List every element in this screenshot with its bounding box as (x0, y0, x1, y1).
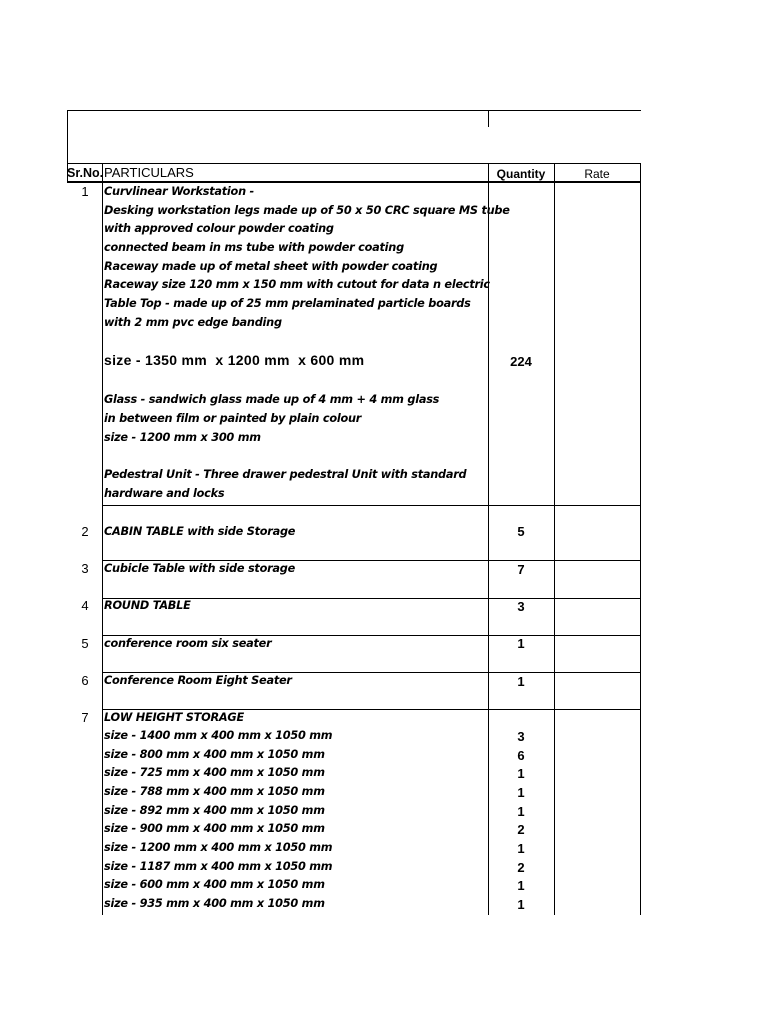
header-quantity: Quantity (496, 167, 546, 181)
row6-particulars: Conference Room Eight Seater (104, 674, 292, 687)
row1-line-3: with approved colour powder coating (104, 222, 334, 235)
row7-title: LOW HEIGHT STORAGE (104, 711, 244, 724)
row7-size-6: size - 900 mm x 400 mm x 1050 mm (104, 822, 325, 835)
row7-qty-6: 2 (517, 822, 525, 837)
row5-sr-no: 5 (81, 636, 89, 651)
row-border-1 (102, 505, 641, 506)
row4-sr-no: 4 (81, 598, 89, 613)
row7-size-10: size - 935 mm x 400 mm x 1050 mm (104, 897, 325, 910)
row7-qty-7: 1 (517, 841, 525, 856)
row7-size-9: size - 600 mm x 400 mm x 1050 mm (104, 878, 325, 891)
row7-qty-3: 1 (517, 766, 525, 781)
top-divider (488, 110, 489, 127)
row1-pedestal-line-1: Pedestral Unit - Three drawer pedestral Unit with standard (104, 468, 467, 481)
row7-size-4: size - 788 mm x 400 mm x 1050 mm (104, 785, 325, 798)
row3-sr-no: 3 (81, 561, 89, 576)
row7-qty-5: 1 (517, 804, 525, 819)
row1-line-8: with 2 mm pvc edge banding (104, 316, 282, 329)
row1-pedestal-line-2: hardware and locks (104, 487, 225, 500)
row1-line-5: Raceway made up of metal sheet with powder coating (104, 260, 438, 273)
row1-line-2: Desking workstation legs made up of 50 x 50 CRC square MS tube (104, 204, 510, 217)
row1-line-6: Raceway size 120 mm x 150 mm with cutout for data n electric (104, 278, 490, 291)
row7-qty-8: 2 (517, 860, 525, 875)
row1-glass-line-3: size - 1200 mm x 300 mm (104, 431, 261, 444)
row2-quantity: 5 (517, 524, 525, 539)
row1-quantity: 224 (510, 354, 532, 369)
header-particulars: PARTICULARS (104, 165, 194, 180)
row5-quantity: 1 (517, 636, 525, 651)
right-border (640, 163, 641, 915)
row7-qty-4: 1 (517, 785, 525, 800)
top-border (67, 110, 641, 111)
row1-size-line: size - 1350 mm x 1200 mm x 600 mm (104, 352, 365, 368)
header-rate: Rate (584, 167, 610, 181)
row6-quantity: 1 (517, 674, 525, 689)
row7-size-3: size - 725 mm x 400 mm x 1050 mm (104, 766, 325, 779)
row1-glass-line-2: in between film or painted by plain colour (104, 412, 362, 425)
row7-qty-10: 1 (517, 897, 525, 912)
row7-qty-2: 6 (517, 748, 525, 763)
row1-glass-line-1: Glass - sandwich glass made up of 4 mm + 4 mm glass (104, 393, 440, 406)
row7-sr-no: 7 (81, 710, 89, 725)
row1-sr-no: 1 (81, 184, 89, 199)
header-sr-no: Sr.No. (67, 166, 104, 180)
row2-sr-no: 2 (81, 524, 89, 539)
row7-size-7: size - 1200 mm x 400 mm x 1050 mm (104, 841, 333, 854)
row4-quantity: 3 (517, 599, 525, 614)
row3-quantity: 7 (517, 562, 525, 577)
row7-size-1: size - 1400 mm x 400 mm x 1050 mm (104, 729, 333, 742)
sr-col-border (102, 163, 103, 915)
row2-particulars: CABIN TABLE with side Storage (104, 525, 296, 538)
row7-size-8: size - 1187 mm x 400 mm x 1050 mm (104, 860, 333, 873)
row7-qty-1: 3 (517, 729, 525, 744)
row1-line-7: Table Top - made up of 25 mm prelaminated particle boards (104, 297, 471, 310)
row5-particulars: conference room six seater (104, 637, 272, 650)
row7-size-2: size - 800 mm x 400 mm x 1050 mm (104, 748, 325, 761)
row7-size-5: size - 892 mm x 400 mm x 1050 mm (104, 804, 325, 817)
row4-particulars: ROUND TABLE (104, 599, 191, 612)
row6-sr-no: 6 (81, 673, 89, 688)
row3-particulars: Cubicle Table with side storage (104, 562, 296, 575)
quantity-col-border (554, 163, 555, 915)
row7-qty-9: 1 (517, 878, 525, 893)
row1-line-1: Curvlinear Workstation - (104, 185, 254, 198)
row1-line-4: connected beam in ms tube with powder coating (104, 241, 404, 254)
